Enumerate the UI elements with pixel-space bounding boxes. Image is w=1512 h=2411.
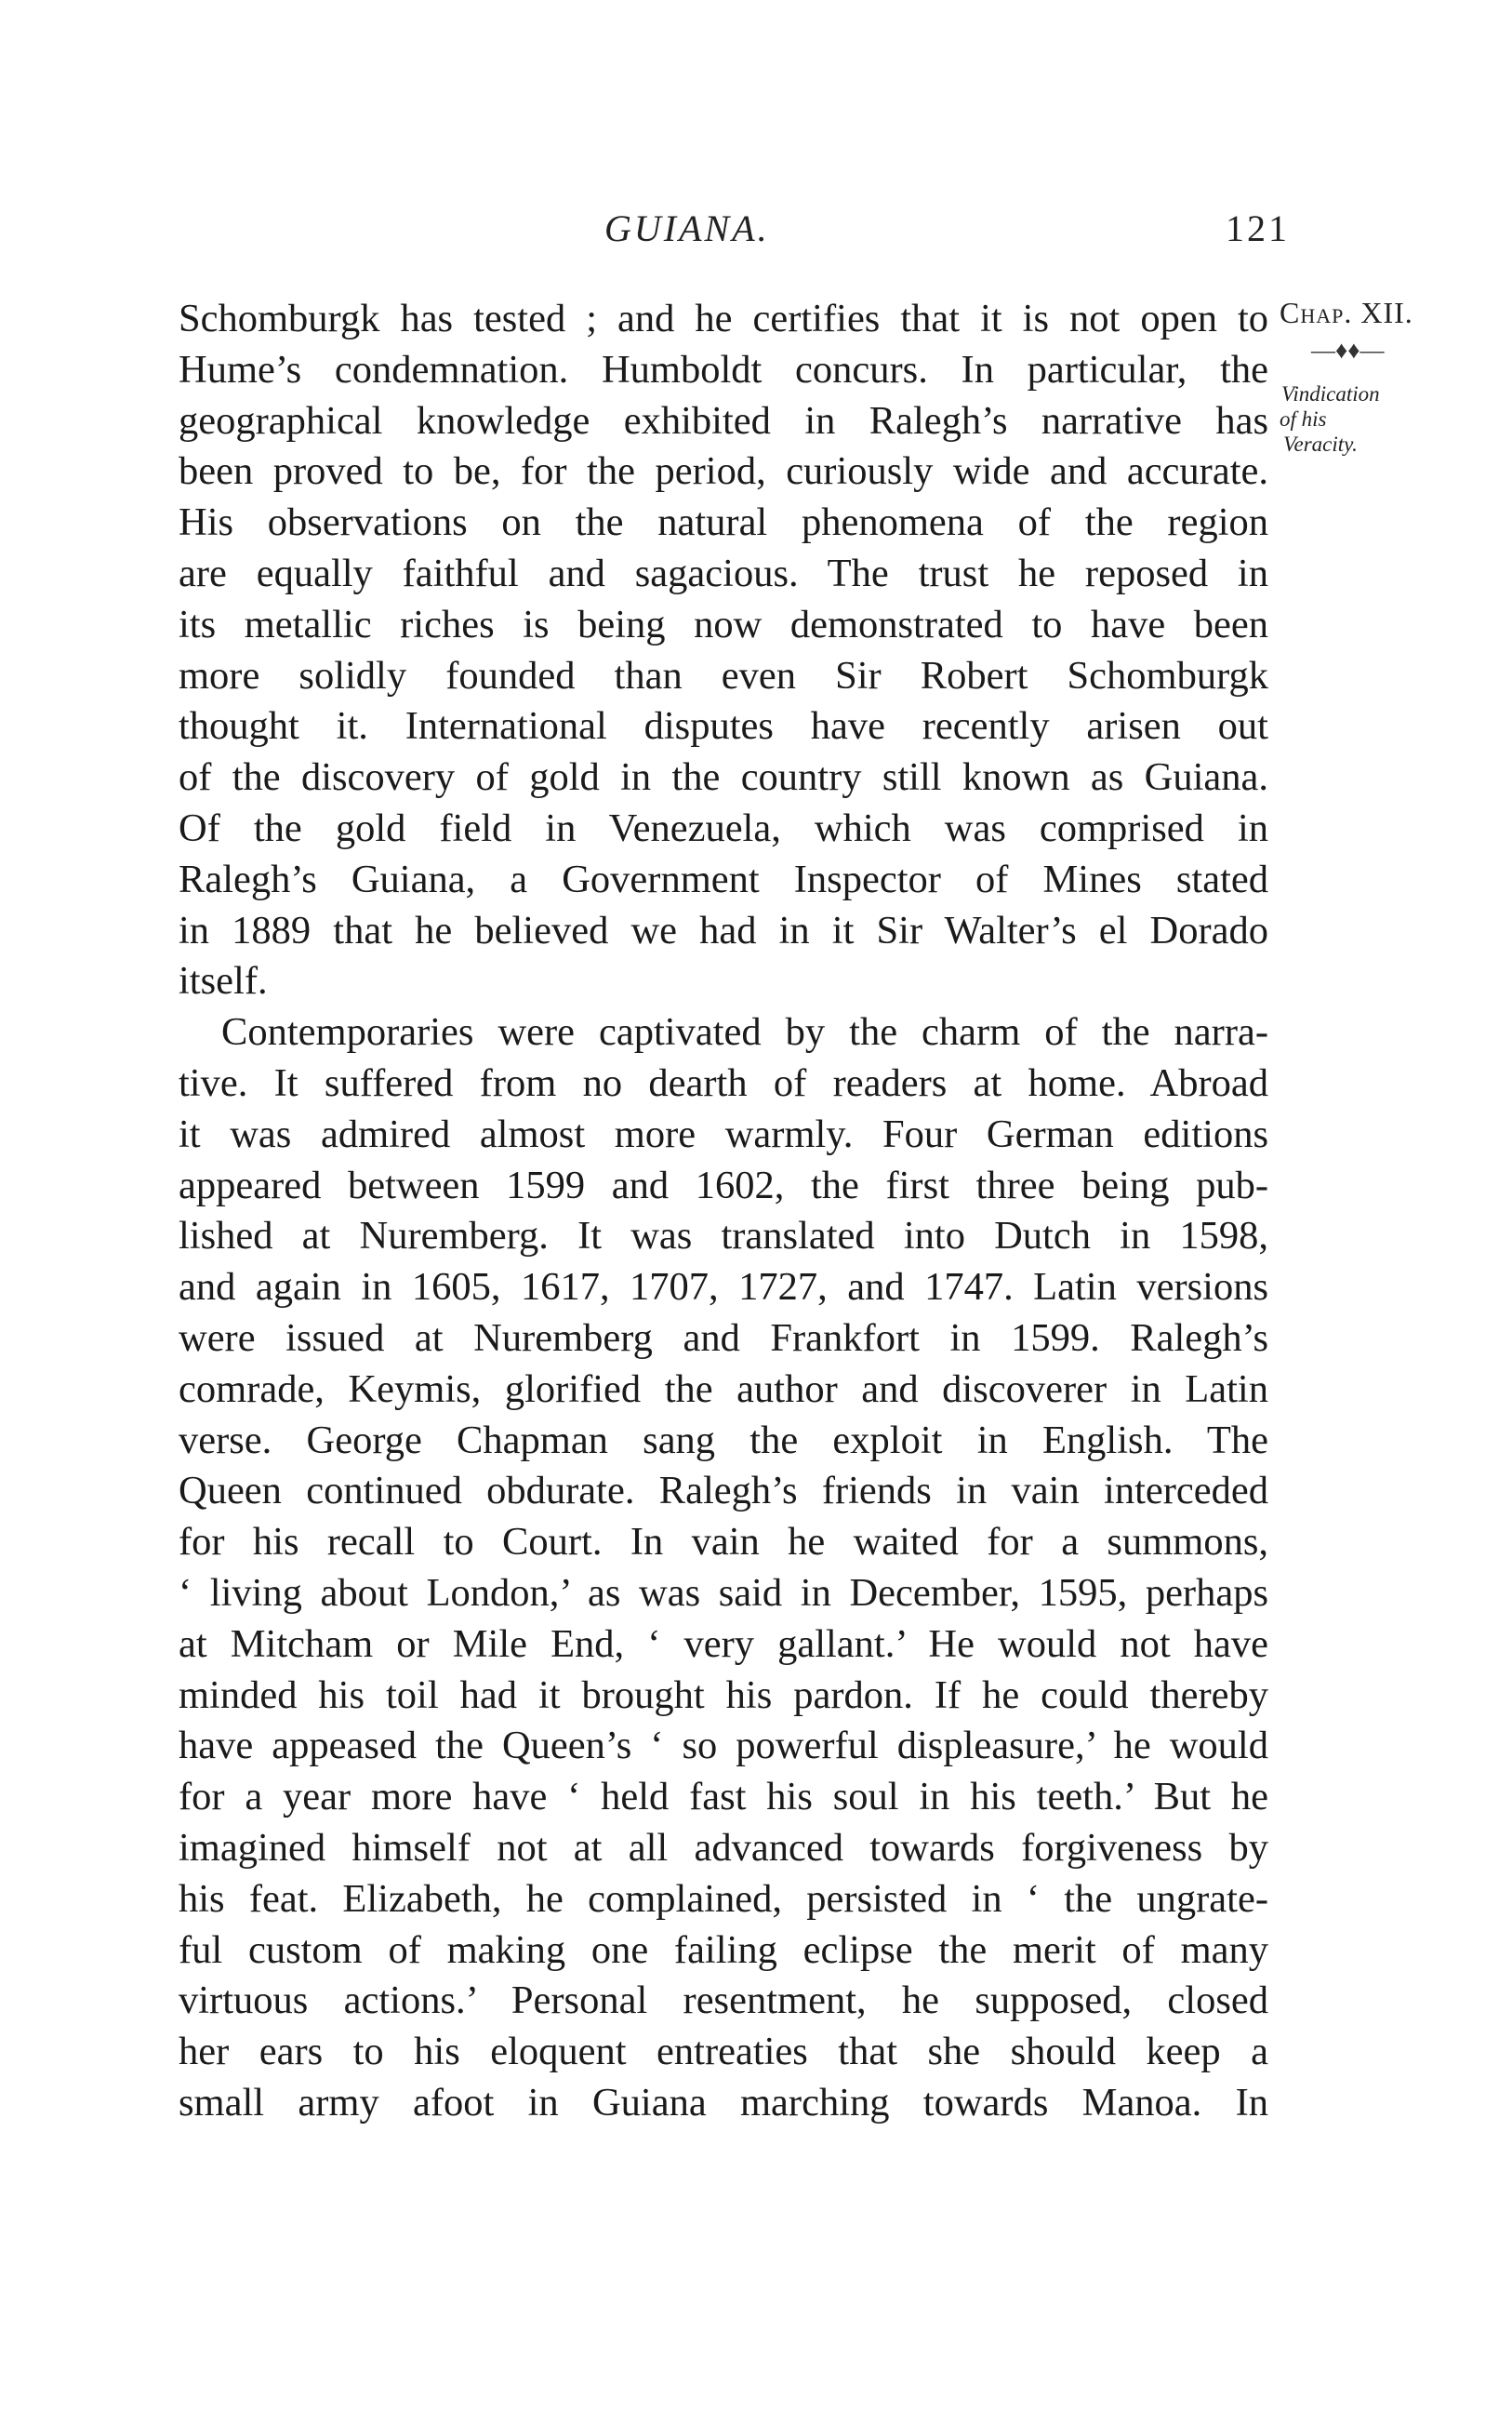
body-text [179, 294, 1268, 2129]
text-line: of the discovery of gold in the country still known as Guiana. [179, 755, 1268, 800]
text-line: ful custom of making one failing eclipse the merit of many [179, 1927, 1268, 1972]
ornament-icon: —♦♦— [1311, 337, 1385, 364]
text-line: are equally faithful and sagacious. The trust he reposed in [179, 551, 1268, 595]
text-line: at Mitcham or Mile End, ‘ very gallant.’ He would not have [179, 1621, 1268, 1666]
text-line: his feat. Elizabeth, he complained, persisted in ‘ the ungrate- [179, 1876, 1268, 1921]
text-line: comrade, Keymis, glorified the author and discoverer in Latin [179, 1366, 1268, 1411]
text-line: itself. [179, 959, 268, 1004]
text-line: and again in 1605, 1617, 1707, 1727, and 1747. Latin versions [179, 1265, 1268, 1310]
text-line: Hume’s condemnation. Humboldt concurs. In particular, the [179, 347, 1268, 392]
text-line: thought it. International disputes have recently arisen out [179, 704, 1268, 749]
text-line: imagined himself not at all advanced towards forgiveness by [179, 1825, 1268, 1870]
text-line: verse. George Chapman sang the exploit in English. The [179, 1418, 1268, 1462]
text-line: Contemporaries were captivated by the charm of the narra- [221, 1010, 1268, 1055]
margin-note-line: Vindication [1281, 382, 1380, 406]
text-line: more solidly founded than even Sir Robert Schomburgk [179, 653, 1268, 698]
chapter-label: Chap. XII. [1280, 296, 1413, 329]
text-line: lished at Nuremberg. It was translated into Dutch in 1598, [179, 1214, 1268, 1259]
text-line: were issued at Nuremberg and Frankfort in 1599. Ralegh’s [179, 1315, 1268, 1360]
text-line: appeared between 1599 and 1602, the first three being pub- [179, 1163, 1268, 1207]
margin-note-line: Veracity. [1283, 433, 1358, 456]
text-line: in 1889 that he believed we had in it Sir Walter’s el Dorado [179, 908, 1268, 952]
running-header [0, 206, 1512, 253]
text-line: for his recall to Court. In vain he waited for a summons, [179, 1520, 1268, 1565]
text-line: geographical knowledge exhibited in Ralegh’s narrative has [179, 398, 1268, 443]
text-line: small army afoot in Guiana marching towards Manoa. In [179, 2080, 1268, 2125]
text-line: its metallic riches is being now demonstrated to have been [179, 602, 1268, 646]
text-line: it was admired almost more warmly. Four German editions [179, 1112, 1268, 1156]
running-title: GUIANA. [604, 207, 770, 249]
text-line: His observations on the natural phenomena of the region [179, 500, 1268, 545]
text-line: her ears to his eloquent entreaties that she should keep a [179, 2030, 1268, 2074]
text-line: Schomburgk has tested ; and he certifies that it is not open to [179, 297, 1268, 340]
text-line: Queen continued obdurate. Ralegh’s friends in vain interceded [179, 1469, 1268, 1513]
page-number: 121 [1226, 207, 1290, 249]
text-line: virtuous actions.’ Personal resentment, he supposed, closed [179, 1978, 1268, 2023]
text-line: minded his toil had it brought his pardon. If he could thereby [179, 1672, 1268, 1717]
margin-note [1280, 381, 1466, 457]
text-line: have appeased the Queen’s ‘ so powerful displeasure,’ he would [179, 1724, 1268, 1768]
text-line: Of the gold field in Venezuela, which was comprised in [179, 806, 1268, 850]
text-line: ‘ living about London,’ as was said in December, 1595, perhaps [179, 1570, 1268, 1615]
text-line: Ralegh’s Guiana, a Government Inspector of Mines stated [179, 857, 1268, 901]
text-line: tive. It suffered from no dearth of readers at home. Abroad [179, 1060, 1268, 1105]
text-line: for a year more have ‘ held fast his soul in his teeth.’ But he [179, 1775, 1268, 1819]
margin-note-line: of his [1280, 407, 1327, 431]
text-line: been proved to be, for the period, curiously wide and accurate. [179, 449, 1268, 494]
